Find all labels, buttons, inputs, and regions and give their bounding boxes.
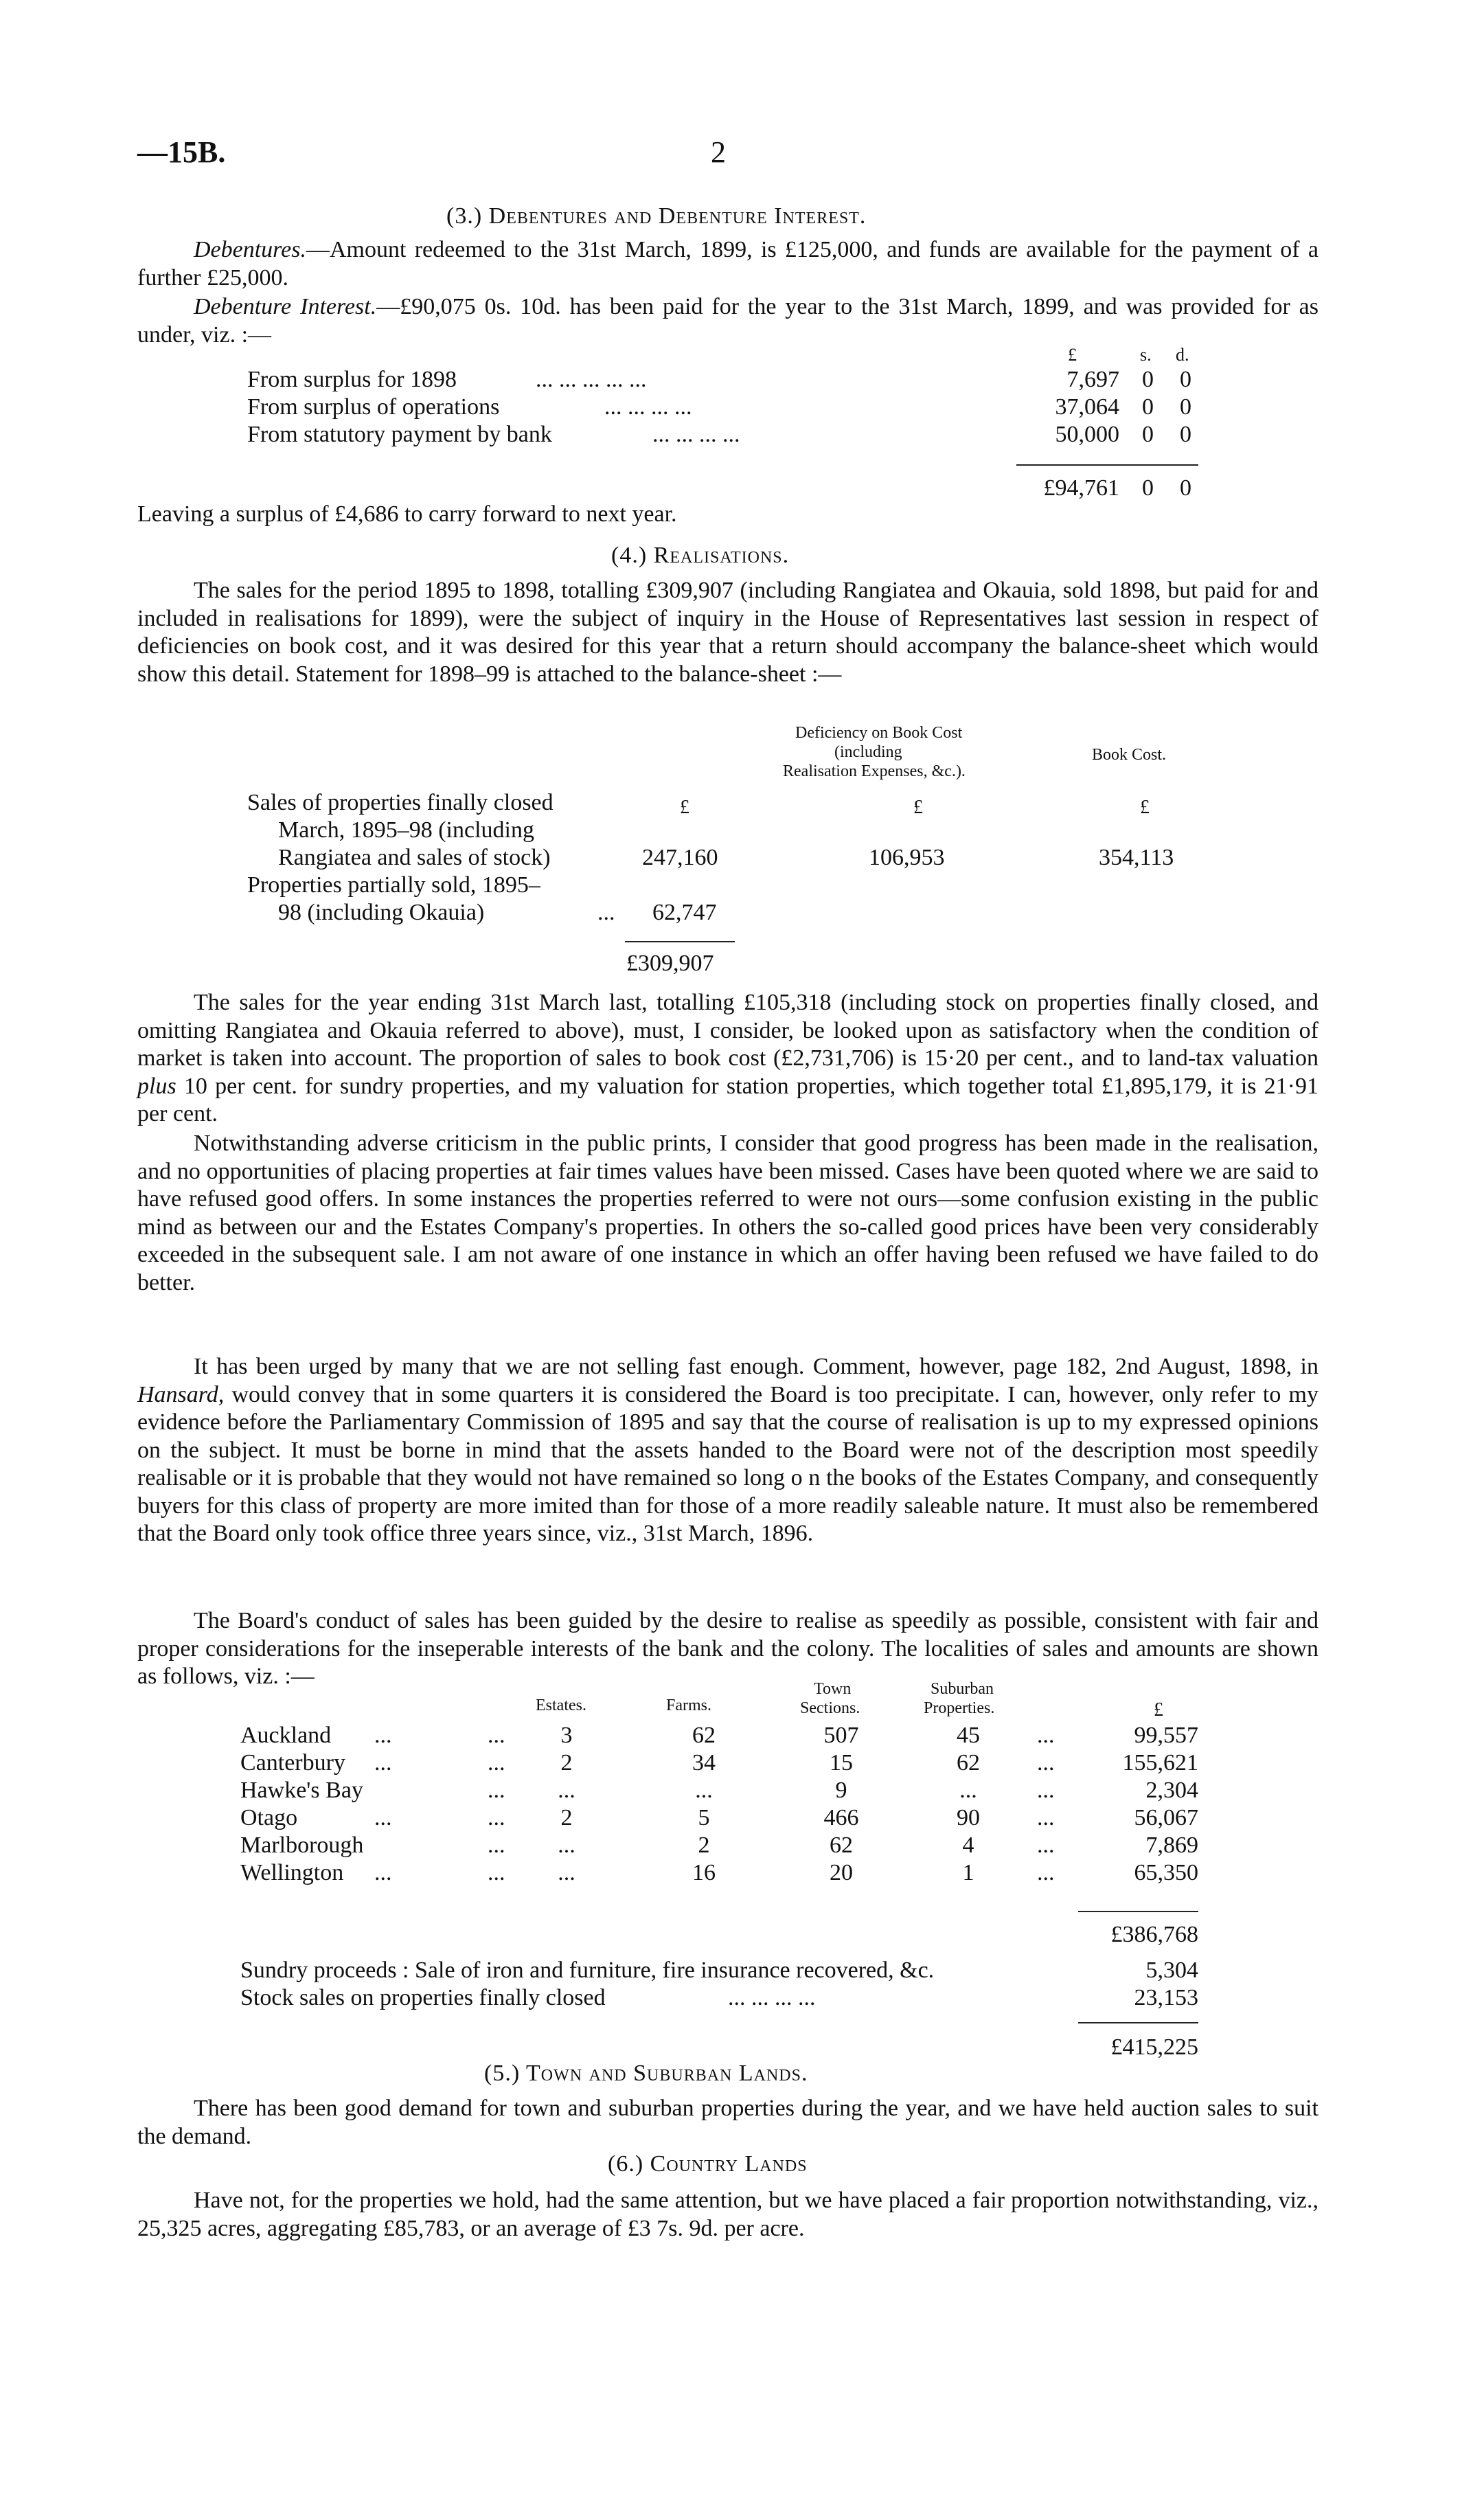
interest-total-pounds: £94,761 [1043, 475, 1119, 501]
realisations-paragraph-5: The Board's conduct of sales has been guided by the desire to realise as speedily as possible, consistent with fair and proper considerations for the inseperable interests of the bank and the colony. The localities of sales and amounts are shown as follows, viz. :— [137, 1608, 1319, 1689]
interest-source-pence: 0 [1180, 394, 1191, 420]
locality-estates: 2 [560, 1750, 573, 1776]
leader-dots: ... [1037, 1833, 1055, 1858]
locality-estates: ... [558, 1833, 575, 1858]
locality-town-sections: 15 [830, 1750, 853, 1776]
locality-name: Marlborough [240, 1833, 364, 1858]
locality-farms: ... [695, 1778, 713, 1803]
document-reference: —15B. [137, 135, 226, 169]
leader-dots: ... [1037, 1860, 1055, 1885]
leader-dots: ... [1037, 1778, 1055, 1803]
locality-farms: 62 [692, 1723, 716, 1748]
locality-farms: 34 [692, 1750, 716, 1776]
section-4-title: (4.) Realisations. [611, 543, 790, 568]
leader-dots: ... ... ... ... [652, 422, 740, 447]
leader-dots: ... [488, 1860, 505, 1885]
col-pounds-header: £ [1068, 345, 1077, 365]
debentures-paragraph [137, 236, 1319, 292]
debentures-label: Debentures. [194, 237, 306, 262]
leader-dots: ... ... ... ... [604, 394, 692, 420]
locality-name: Canterbury [240, 1750, 345, 1776]
locality-amount: 99,557 [1134, 1723, 1198, 1748]
localities-total: £386,768 [1110, 1922, 1198, 1947]
sales-closed-deficiency: 106,953 [869, 845, 945, 870]
surplus-carry-forward: Leaving a surplus of £4,686 to carry forward to next year. [137, 501, 677, 527]
locality-estates: ... [558, 1860, 575, 1885]
interest-source-pence: 0 [1180, 367, 1191, 392]
sundry-proceeds-label: Sundry proceeds : Sale of iron and furniture, fire insurance recovered, &c. [240, 1958, 935, 1983]
interest-source-label: From statutory payment by bank [247, 422, 552, 447]
col-pence-header: d. [1176, 345, 1189, 365]
interest-source-pounds: 50,000 [1055, 422, 1119, 447]
sum-rule [1078, 2022, 1198, 2023]
locality-amount: 7,869 [1145, 1833, 1198, 1858]
locality-suburban-properties: 4 [962, 1833, 974, 1858]
partially-sold-label-2: 98 (including Okauia) [278, 900, 485, 925]
locality-name: Hawke's Bay [240, 1778, 363, 1803]
locality-estates: 2 [560, 1805, 573, 1830]
leader-dots: ... [374, 1860, 392, 1885]
estates-header: Estates. [536, 1697, 586, 1714]
currency-symbol: £ [913, 797, 923, 818]
interest-total-shillings: 0 [1142, 475, 1154, 501]
col-shillings-header: s. [1140, 345, 1152, 365]
locality-town-sections: 20 [830, 1860, 853, 1885]
currency-symbol: £ [1140, 797, 1150, 818]
locality-suburban-properties: 1 [962, 1860, 974, 1885]
sales-closed-book-cost: 354,113 [1099, 845, 1174, 870]
locality-amount: 65,350 [1134, 1860, 1198, 1885]
book-cost-header: Book Cost. [1092, 746, 1167, 764]
locality-name: Wellington [240, 1860, 344, 1885]
interest-source-row [247, 422, 552, 448]
farms-header: Farms. [666, 1697, 711, 1714]
leader-dots: ... ... ... ... ... [536, 367, 647, 392]
leader-dots: ... [374, 1805, 392, 1830]
locality-farms: 16 [692, 1860, 716, 1885]
interest-source-label: From surplus for 1898 [247, 367, 457, 392]
stock-sales-label: Stock sales on properties finally closed [240, 1985, 606, 2010]
sum-rule [625, 941, 735, 942]
urged-text-end: would convey that in some quarters it is considered the Board is too precipitate. I can, however, only refer to my evidence before the Parliamentary Commission of 1895 and say that the course of realisation is up to my expressed opinions on the subject. It must be borne in mind that the assets handed to the Board were not of the description most speedily realisable or it is probable that they would not have remained so long o n the books of the Estates Company, and consequently buyers for this class of property are more imited than for those of a more readily saleable nature. It must also be remembered that the Board only took office three years since, viz., 31st March, 1896. [137, 1381, 1319, 1546]
locality-town-sections: 62 [830, 1833, 853, 1858]
sales-closed-label-3: Rangiatea and sales of stock) [278, 845, 551, 870]
sales-year-text-end: 10 per cent. for sundry properties, and my valuation for station properties, which together total £1,895,179, it is 21·91 per cent. [137, 1073, 1319, 1126]
locality-estates: ... [558, 1778, 575, 1803]
realisations-paragraph-1: The sales for the period 1895 to 1898, totalling £309,907 (including Rangiatea and Okauia, sold 1898, but paid for and included in realisations for 1899), were the subject of inquiry in the House of Representatives last session in respect of deficiencies on book cost, and it was desired for this year that a return should accompany the balance-sheet which would show this detail. Statement for 1898–99 is attached to the balance-sheet :— [137, 578, 1319, 687]
hansard-italic: Hansard, [137, 1381, 225, 1407]
locality-amount: 2,304 [1145, 1778, 1198, 1803]
deficiency-header-line-1: Deficiency on Book Cost [795, 724, 963, 742]
section-3-title: (3.) Debentures and Debenture Interest. [446, 203, 867, 229]
locality-town-sections: 507 [823, 1723, 859, 1748]
leader-dots: ... [374, 1723, 392, 1748]
leader-dots: ... [488, 1805, 505, 1830]
realisations-paragraph-2 [137, 989, 1319, 1128]
page-number: 2 [711, 135, 726, 169]
interest-source-pounds: 7,697 [1066, 367, 1119, 392]
locality-suburban-properties: 45 [957, 1723, 980, 1748]
debenture-interest-paragraph [137, 293, 1319, 349]
deficiency-header-line-3: Realisation Expenses, &c.). [783, 762, 966, 780]
plus-italic: plus [137, 1073, 176, 1099]
sales-year-text: The sales for the year ending 31st March last, totalling £105,318 (including stock on properties finally closed, and omitting Rangiatea and Okauia referred to above), must, I consider, be looked upon as satisfactory when the condition of market is taken into account. The proportion of sales to book cost (£2,731,706) is 15·20 per cent., and to land-tax valuation [137, 990, 1319, 1071]
interest-source-shillings: 0 [1142, 394, 1154, 420]
partially-sold-amount: 62,747 [652, 900, 717, 925]
interest-source-shillings: 0 [1142, 367, 1154, 392]
partially-sold-label-1: Properties partially sold, 1895– [247, 872, 540, 898]
section-6-title: (6.) Country Lands [608, 2151, 808, 2177]
grand-total: £415,225 [1110, 2034, 1198, 2060]
section-5-title: (5.) Town and Suburban Lands. [484, 2061, 808, 2086]
leader-dots: ... [488, 1778, 505, 1803]
locality-farms: 5 [698, 1805, 710, 1830]
sum-rule [1016, 464, 1198, 466]
interest-source-row [247, 394, 499, 420]
town-suburban-paragraph: There has been good demand for town and suburban properties during the year, and we have held auction sales to suit the demand. [137, 2096, 1319, 2149]
sum-rule [1078, 1911, 1198, 1912]
leader-dots: ... ... ... ... [728, 1985, 816, 2010]
amount-header: £ [1154, 1699, 1163, 1721]
realisations-paragraph-3: Notwithstanding adverse criticism in the public prints, I consider that good progress has been made in the realisation, and no opportunities of placing properties at fair times values have been missed. Cases have been quoted where we are said to have refused good offers. In some instances the properties referred to were not ours—some confusion existing in the public mind as between our and the Estates Company's properties. In others the so-called good prices have been very considerably exceeded in the subsequent sale. I am not aware of one instance in which an offer having been refused we have failed to do better. [137, 1131, 1319, 1295]
realisations-paragraph-4 [137, 1353, 1319, 1548]
locality-name: Auckland [240, 1723, 332, 1748]
sundry-proceeds-amount: 5,304 [1145, 1958, 1198, 1983]
locality-suburban-properties: 90 [957, 1805, 980, 1830]
leader-dots: ... [488, 1833, 505, 1858]
locality-name: Otago [240, 1805, 298, 1830]
deficiency-header-line-2: (including [834, 743, 902, 761]
suburban-header-1: Suburban [931, 1680, 994, 1698]
interest-source-pounds: 37,064 [1055, 394, 1119, 420]
locality-suburban-properties: 62 [957, 1750, 980, 1776]
interest-source-shillings: 0 [1142, 422, 1154, 447]
interest-source-row [247, 367, 457, 393]
locality-farms: 2 [698, 1833, 710, 1858]
interest-source-label: From surplus of operations [247, 394, 500, 420]
debenture-interest-text: —£90,075 0s. 10d. has been paid for the year to the 31st March, 1899, and was provided for as under, viz. :— [137, 294, 1319, 348]
realisations-total: £309,907 [626, 951, 714, 976]
leader-dots: ... [488, 1723, 505, 1748]
sales-closed-amount: 247,160 [642, 845, 718, 870]
interest-source-pence: 0 [1180, 422, 1191, 447]
urged-text: It has been urged by many that we are not selling fast enough. Comment, however, page 182, 2nd August, 1898, in [194, 1354, 1319, 1379]
locality-amount: 155,621 [1122, 1750, 1198, 1776]
leader-dots: ... [374, 1750, 392, 1776]
stock-sales-amount: 23,153 [1134, 1985, 1198, 2010]
leader-dots: ... [597, 900, 615, 925]
country-lands-paragraph: Have not, for the properties we hold, had the same attention, but we have placed a fair proportion notwithstanding, viz., 25,325 acres, aggregating £85,783, or an average of £3 7s. 9d. per acre. [137, 2188, 1319, 2241]
currency-symbol: £ [680, 797, 689, 818]
locality-suburban-properties: ... [959, 1778, 977, 1803]
interest-total-pence: 0 [1180, 475, 1191, 501]
locality-estates: 3 [560, 1723, 573, 1748]
town-header-2: Sections. [800, 1699, 860, 1717]
leader-dots: ... [1037, 1805, 1055, 1830]
locality-town-sections: 466 [823, 1805, 859, 1830]
leader-dots: ... [488, 1750, 505, 1776]
debenture-interest-label: Debenture Interest. [194, 294, 377, 319]
debentures-text: —Amount redeemed to the 31st March, 1899, is £125,000, and funds are available for the payment of a further £25,000. [137, 237, 1319, 291]
suburban-header-2: Properties. [924, 1699, 995, 1717]
leader-dots: ... [1037, 1723, 1055, 1748]
town-header-1: Town [814, 1680, 852, 1698]
leader-dots: ... [1037, 1750, 1055, 1776]
locality-amount: 56,067 [1134, 1805, 1198, 1830]
sales-closed-label-2: March, 1895–98 (including [278, 817, 534, 843]
sales-closed-label-1: Sales of properties finally closed [247, 790, 553, 815]
locality-town-sections: 9 [835, 1778, 847, 1803]
